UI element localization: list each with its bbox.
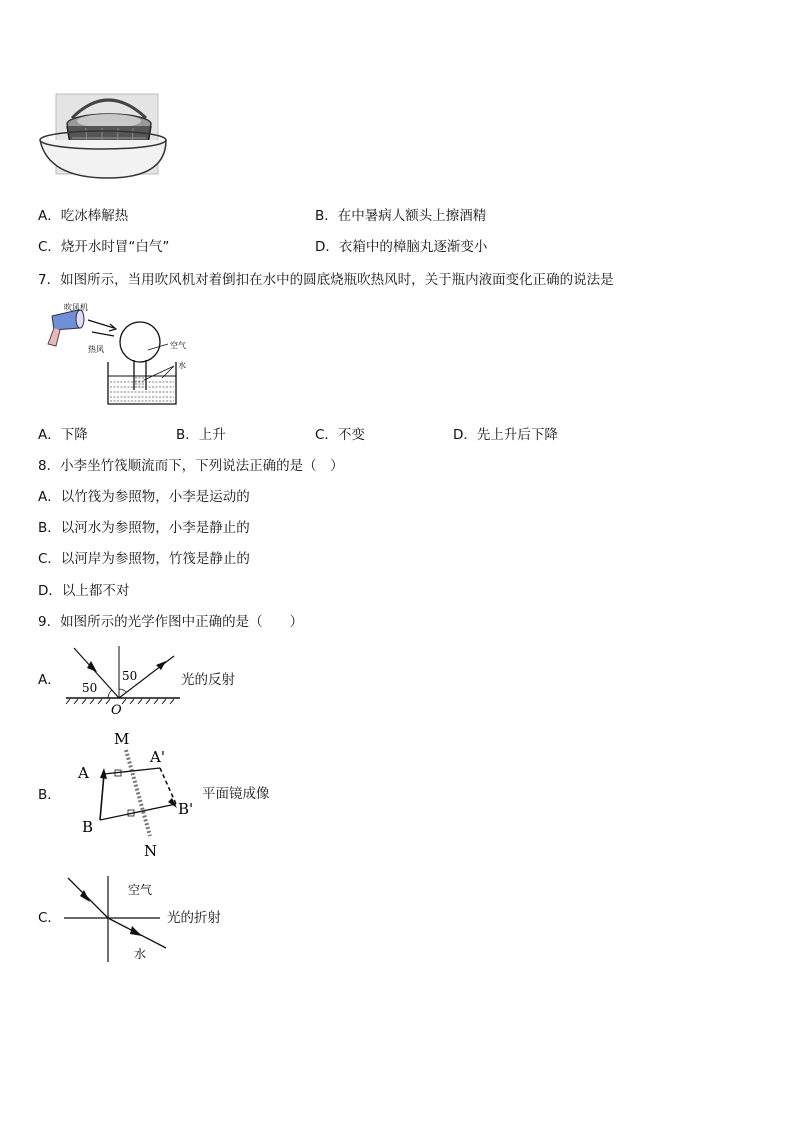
label-n: N xyxy=(144,842,158,860)
refraction-diagram xyxy=(62,874,172,964)
q6-option-c[interactable]: C．烧开水时冒“白气” xyxy=(38,239,170,255)
q6-option-d[interactable]: D．衣箱中的樟脑丸逐渐变小 xyxy=(315,239,488,255)
point-o-label: O xyxy=(111,703,122,718)
hot-air-label: 热风 xyxy=(88,345,104,354)
label-a-prime: A' xyxy=(150,748,165,766)
water-text: 水 xyxy=(134,947,147,961)
q7-option-b[interactable]: B．上升 xyxy=(176,427,226,443)
q7-option-a[interactable]: A．下降 xyxy=(38,427,88,443)
label-b: B xyxy=(82,818,94,836)
dryer-label: 吹风机 xyxy=(64,303,88,312)
q9-c-caption: 光的折射 xyxy=(167,910,221,926)
air-text: 空气 xyxy=(128,883,153,897)
q9-stem: 9．如图所示的光学作图中正确的是（ ） xyxy=(38,614,304,630)
q7-option-c[interactable]: C．不变 xyxy=(315,427,365,443)
label-b-prime: B' xyxy=(178,800,194,818)
q6-option-a[interactable]: A．吃冰棒解热 xyxy=(38,208,129,224)
label-a: A xyxy=(78,764,89,782)
reflection-diagram xyxy=(64,644,184,716)
angle-label-right: 50 xyxy=(122,669,138,683)
q8-option-a[interactable]: A．以竹筏为参照物，小李是运动的 xyxy=(38,489,250,505)
q9-option-c-letter[interactable]: C． xyxy=(38,910,61,926)
q9-a-caption: 光的反射 xyxy=(181,672,235,688)
q8-option-c[interactable]: C．以河岸为参照物，竹筏是静止的 xyxy=(38,551,250,567)
hair-dryer-flask-figure xyxy=(44,302,214,408)
angle-label-left: 50 xyxy=(82,681,98,695)
q9-option-a-letter[interactable]: A． xyxy=(38,672,61,688)
label-m: M xyxy=(114,730,130,748)
air-label: 空气 xyxy=(170,341,186,350)
q8-stem: 8．小李坐竹筏顺流而下，下列说法正确的是（ ） xyxy=(38,458,344,474)
q7-option-d[interactable]: D．先上升后下降 xyxy=(453,427,558,443)
water-label: 水 xyxy=(178,361,186,370)
basket-in-basin-figure xyxy=(38,88,168,184)
q9-option-b-letter[interactable]: B． xyxy=(38,787,61,803)
q9-b-caption: 平面镜成像 xyxy=(202,786,270,802)
plane-mirror-diagram xyxy=(76,728,206,860)
q7-stem: 7．如图所示，当用吹风机对着倒扣在水中的圆底烧瓶吹热风时，关于瓶内液面变化正确的说法是 xyxy=(38,272,614,288)
q6-option-b[interactable]: B．在中暑病人额头上擦酒精 xyxy=(315,208,487,224)
q8-option-b[interactable]: B．以河水为参照物，小李是静止的 xyxy=(38,520,250,536)
q8-option-d[interactable]: D．以上都不对 xyxy=(38,583,130,599)
